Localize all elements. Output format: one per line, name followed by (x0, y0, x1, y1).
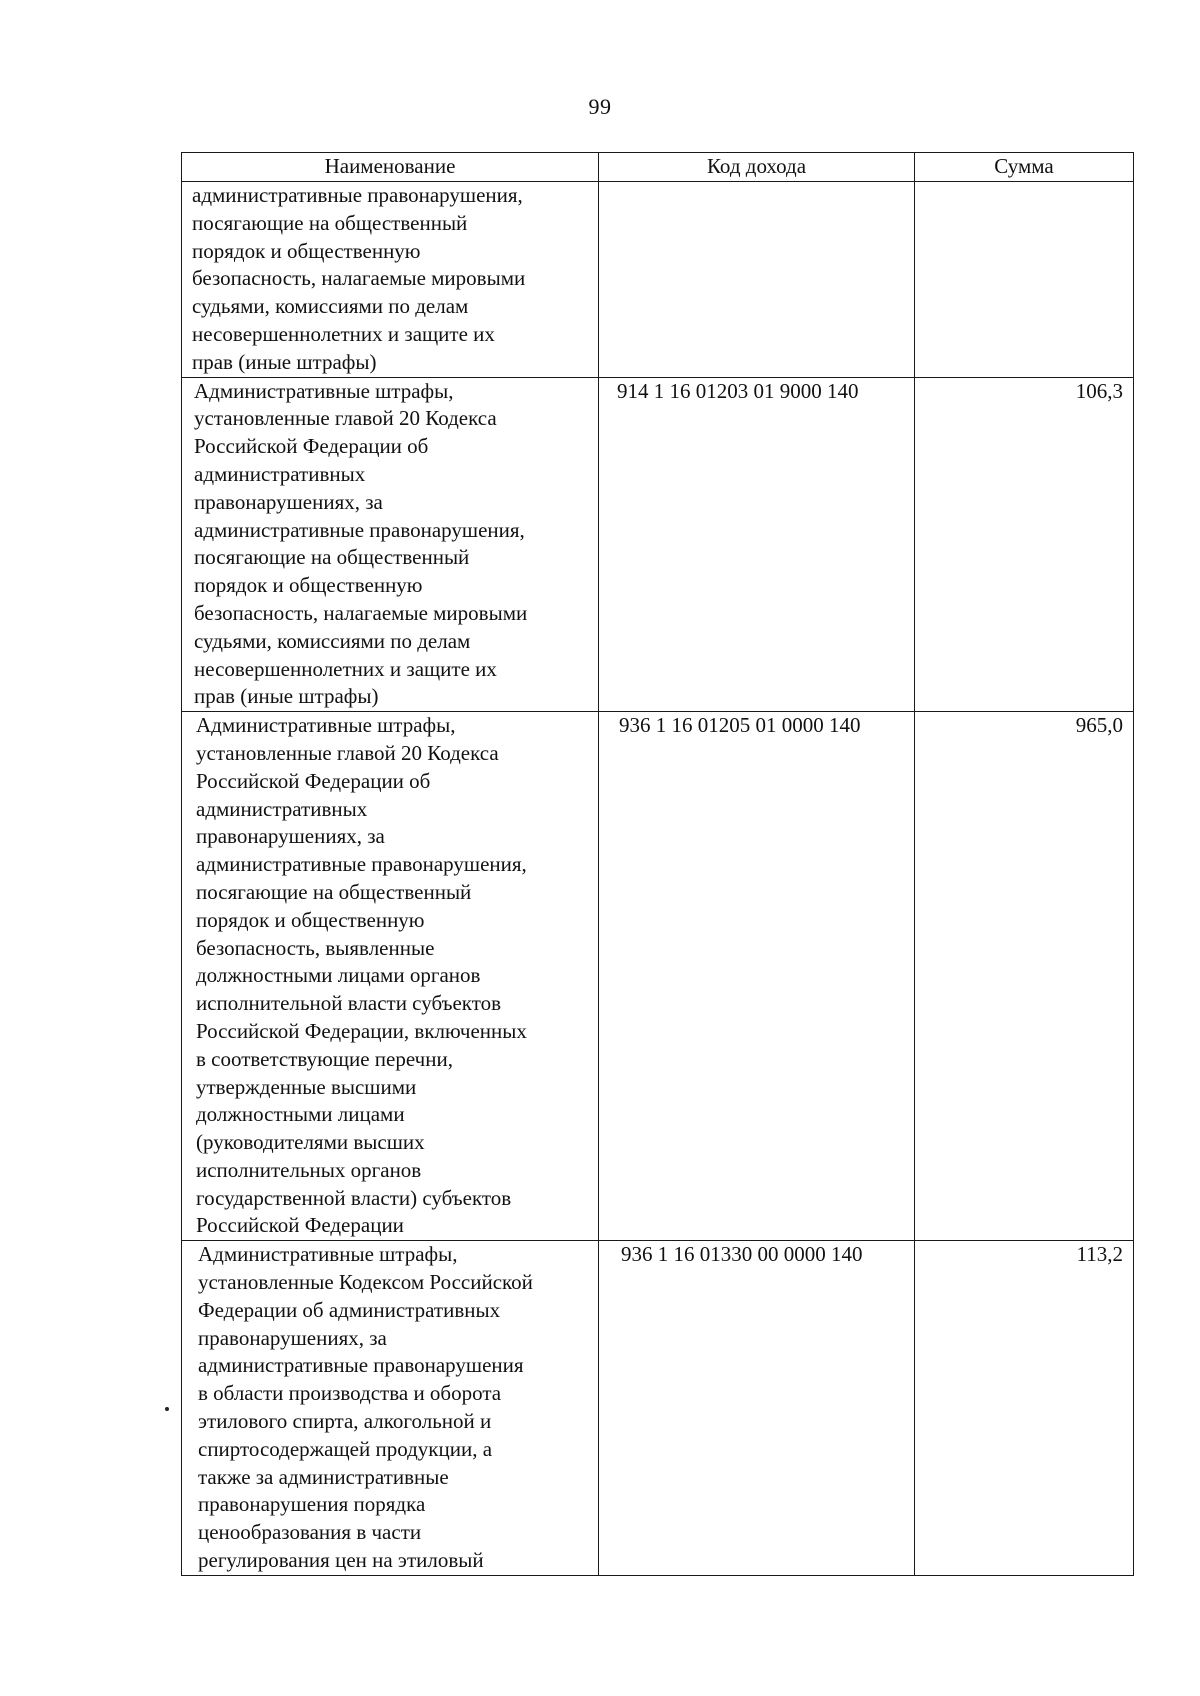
name-line: спиртосодержащей продукции, а (198, 1436, 493, 1461)
name-line: посягающие на общественный (194, 545, 470, 570)
cell-sum: 113,2 (915, 1241, 1134, 1576)
name-line: административные правонарушения (198, 1353, 524, 1378)
name-line: Административные штрафы, (198, 1242, 458, 1267)
name-line: административные правонарушения, (192, 183, 523, 207)
name-line: административных (196, 796, 368, 821)
cell-name (182, 377, 599, 712)
name-line: безопасность, налагаемые мировыми (192, 266, 526, 291)
name-line: несовершеннолетних и защите их (194, 656, 497, 681)
table-row (182, 712, 1134, 1241)
table-body (182, 182, 1134, 1576)
cell-income-code: 914 1 16 01203 01 9000 140 (599, 377, 915, 712)
name-line: порядок и общественную (194, 573, 423, 598)
name-line: Федерации об административных (198, 1297, 501, 1322)
name-line: прав (иные штрафы) (194, 684, 379, 709)
cell-name (182, 712, 599, 1241)
table-row (182, 377, 1134, 712)
name-line: в соответствующие перечни, (196, 1046, 453, 1071)
name-line: правонарушениях, за (198, 1325, 387, 1350)
name-line: исполнительных органов (196, 1157, 422, 1182)
name-line: установленные главой 20 Кодекса (194, 406, 497, 431)
name-line: также за административные (198, 1464, 449, 1489)
header-row (182, 153, 1134, 182)
cell-sum: 965,0 (915, 712, 1134, 1241)
name-line: правонарушениях, за (196, 824, 385, 849)
table-header (182, 153, 1134, 182)
name-line: Российской Федерации об (196, 768, 431, 793)
name-line: в области производства и оборота (198, 1381, 502, 1406)
header-sum: Сумма (915, 153, 1134, 182)
name-line: прав (иные штрафы) (192, 349, 377, 374)
name-line: судьями, комиссиями по делам (192, 294, 469, 319)
name-line: Российской Федерации об (194, 434, 429, 459)
name-line: Российской Федерации (196, 1213, 404, 1238)
cell-sum (915, 182, 1134, 378)
table-row (182, 182, 1134, 378)
cell-income-code: 936 1 16 01330 00 0000 140 (599, 1241, 915, 1576)
name-line: установленные Кодексом Российской (198, 1270, 533, 1295)
name-line: судьями, комиссиями по делам (194, 628, 471, 653)
name-line: должностными лицами органов (196, 963, 481, 988)
name-line: ценообразования в части (198, 1520, 422, 1545)
table-row (182, 1241, 1134, 1576)
cell-name (182, 182, 599, 378)
name-line: порядок и общественную (192, 238, 421, 263)
name-line: регулирования цен на этиловый (198, 1548, 484, 1573)
header-name: Наименование (182, 153, 599, 182)
name-line: административные правонарушения, (196, 852, 527, 877)
name-line: правонарушениях, за (194, 489, 383, 514)
name-line: Административные штрафы, (196, 713, 456, 738)
cell-name (182, 1241, 599, 1576)
name-line: утвержденные высшими (196, 1074, 417, 1099)
header-code: Код дохода (599, 153, 915, 182)
revenue-table (181, 152, 1134, 1576)
name-line: Российской Федерации, включенных (196, 1018, 527, 1043)
cell-sum: 106,3 (915, 377, 1134, 712)
name-line: безопасность, выявленные (196, 935, 435, 960)
cell-income-code: 936 1 16 01205 01 0000 140 (599, 712, 915, 1241)
name-line: (руководителями высших (196, 1130, 425, 1155)
name-line: несовершеннолетних и защите их (192, 321, 495, 346)
name-line: административных (194, 461, 366, 486)
name-line: административные правонарушения, (194, 517, 525, 542)
name-line: исполнительной власти субъектов (196, 991, 502, 1016)
scan-dot (165, 1407, 169, 1411)
page-number: 99 (588, 94, 612, 119)
name-line: порядок и общественную (196, 907, 425, 932)
name-line: должностными лицами (196, 1102, 405, 1127)
name-line: правонарушения порядка (198, 1492, 426, 1517)
cell-income-code (599, 182, 915, 378)
name-line: Административные штрафы, (194, 378, 454, 403)
name-line: этилового спирта, алкогольной и (198, 1409, 492, 1434)
name-line: посягающие на общественный (192, 210, 468, 235)
name-line: посягающие на общественный (196, 879, 472, 904)
name-line: установленные главой 20 Кодекса (196, 740, 499, 765)
name-line: государственной власти) субъектов (196, 1185, 512, 1210)
name-line: безопасность, налагаемые мировыми (194, 600, 528, 625)
